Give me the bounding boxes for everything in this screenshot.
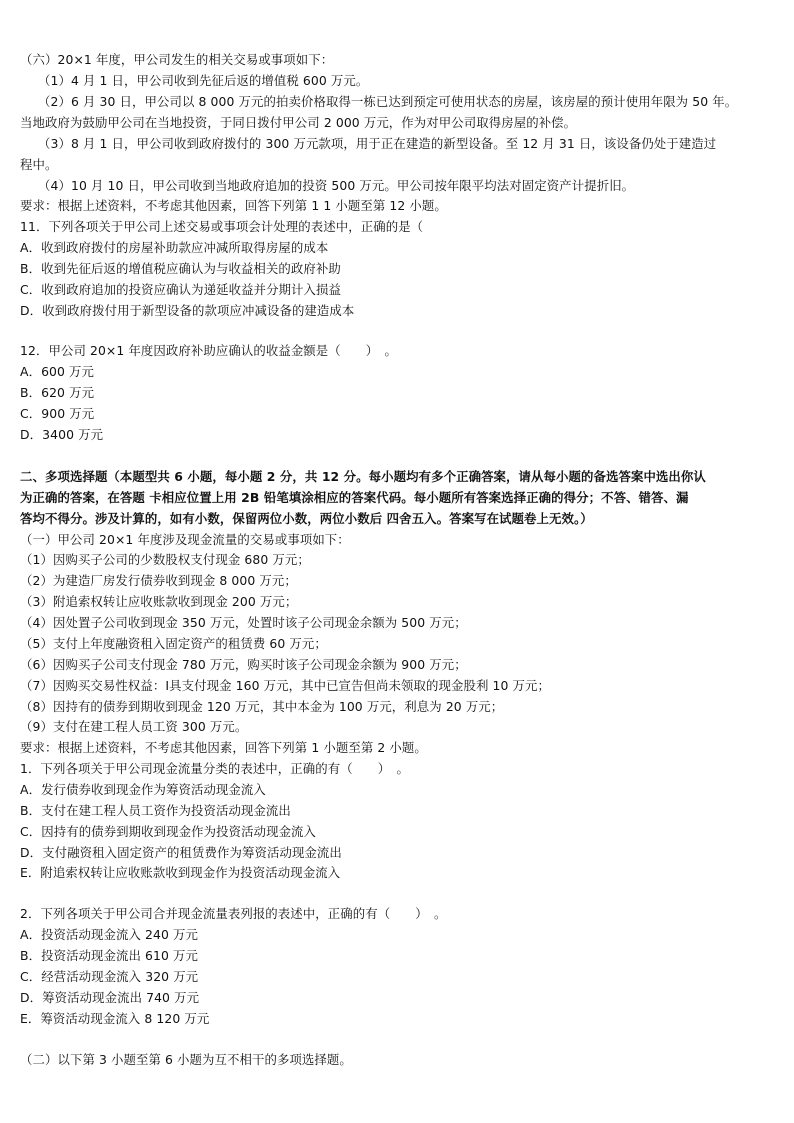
answer-option: E．附追索权转让应收账款收到现金作为投资活动现金流入 <box>20 865 341 880</box>
answer-option: A．发行债券收到现金作为筹资活动现金流入 <box>20 782 266 797</box>
case-item: （3）附追索权转让应收账款收到现金 200 万元； <box>20 594 298 609</box>
case-item: （7）因购买交易性权益：I具支付现金 160 万元，其中已宣告但尚未领取的现金股利 10 万元； <box>20 678 550 693</box>
case-item: （1）4 月 1 日，甲公司收到先征后返的增值税 600 万元。 <box>38 73 369 88</box>
answer-option: D．3400 万元 <box>20 427 104 442</box>
part-heading: 为正确的答案，在答题 卡相应位置上用 2B 铅笔填涂相应的答案代码。每小题所有答案选择正确的得分；不答、错答、漏 <box>20 490 689 505</box>
answer-option: A．收到政府拨付的房屋补助款应冲减所取得房屋的成本 <box>20 240 329 255</box>
case-item: （4）因处置子公司收到现金 350 万元，处置时该子公司现金余额为 500 万元； <box>20 615 467 630</box>
answer-option: A．投资活动现金流入 240 万元 <box>20 927 198 942</box>
case-item: 当地政府为鼓励甲公司在当地投资，于同日拨付甲公司 2 000 万元，作为对甲公司取得房屋的补偿。 <box>20 115 577 130</box>
case-item: （9）支付在建工程人员工资 300 万元。 <box>20 719 248 734</box>
answer-option: E．筹资活动现金流入 8 120 万元 <box>20 1011 210 1026</box>
question-stem: 2．下列各项关于甲公司合并现金流量表列报的表述中，正确的有（ ） 。 <box>20 906 447 921</box>
answer-option: D．支付融资租入固定资产的租赁费作为筹资活动现金流出 <box>20 845 342 860</box>
question-stem: 12．甲公司 20×1 年度因政府补助应确认的收益金额是（ ） 。 <box>20 343 398 358</box>
section-heading: （一）甲公司 20×1 年度涉及现金流量的交易或事项如下： <box>20 532 350 547</box>
answer-option: B．投资活动现金流出 610 万元 <box>20 948 199 963</box>
part-heading: 二、多项选择题（本题型共 6 小题，每小题 2 分，共 12 分。每小题均有多个正确答案，请从每小题的备选答案中选出你认 <box>20 469 706 484</box>
case-item: （8）因持有的债券到期收到现金 120 万元，其中本金为 100 万元，利息为 20 万元； <box>20 699 504 714</box>
case-item: （1）因购买子公司的少数股权支付现金 680 万元； <box>20 552 310 567</box>
case-item: （4）10 月 10 日，甲公司收到当地政府追加的投资 500 万元。甲公司按年限平均法对固定资产计提折旧。 <box>38 178 635 193</box>
section-note: （二）以下第 3 小题至第 6 小题为互不相干的多项选择题。 <box>20 1052 352 1067</box>
case-item: （3）8 月 1 日，甲公司收到政府拨付的 300 万元款项，用于正在建造的新型设备。至 12 月 31 日，该设备仍处于建造过 <box>38 136 717 151</box>
answer-option: C．因持有的债券到期收到现金作为投资活动现金流入 <box>20 824 317 839</box>
question-stem: 11．下列各项关于甲公司上述交易或事项会计处理的表述中，正确的是（ <box>20 219 424 234</box>
answer-option: B．支付在建工程人员工资作为投资活动现金流出 <box>20 803 291 818</box>
answer-option: C．经营活动现金流入 320 万元 <box>20 969 199 984</box>
case-item: 程中。 <box>20 157 58 172</box>
case-item: （6）因购买子公司支付现金 780 万元，购买时该子公司现金余额为 900 万元； <box>20 657 467 672</box>
answer-option: C．收到政府追加的投资应确认为递延收益并分期计入损益 <box>20 282 342 297</box>
answer-option: D．收到政府拨付用于新型设备的款项应冲减设备的建造成本 <box>20 303 355 318</box>
case-item: （5）支付上年度融资租入固定资产的租赁费 60 万元； <box>20 636 327 651</box>
part-heading: 答均不得分。涉及计算的，如有小数，保留两位小数，两位小数后 四舍五入。答案写在试题卷上无效。） <box>20 511 593 526</box>
answer-option: C．900 万元 <box>20 406 95 421</box>
case-item: （2）为建造厂房发行债券收到现金 8 000 万元； <box>20 573 297 588</box>
requirement-text: 要求：根据上述资料，不考虑其他因素，回答下列第 1 1 小题至第 12 小题。 <box>20 198 447 213</box>
answer-option: B．收到先征后返的增值税应确认为与收益相关的政府补助 <box>20 261 341 276</box>
section-heading: （六）20×1 年度，甲公司发生的相关交易或事项如下： <box>20 52 334 67</box>
answer-option: D．筹资活动现金流出 740 万元 <box>20 990 200 1005</box>
question-stem: 1．下列各项关于甲公司现金流量分类的表述中，正确的有（ ） 。 <box>20 761 409 776</box>
answer-option: A．600 万元 <box>20 364 95 379</box>
answer-option: B．620 万元 <box>20 385 95 400</box>
requirement-text: 要求：根据上述资料，不考虑其他因素，回答下列第 1 小题至第 2 小题。 <box>20 740 427 755</box>
case-item: （2）6 月 30 日，甲公司以 8 000 万元的拍卖价格取得一栋已达到预定可使用状态的房屋，该房屋的预计使用年限为 50 年。 <box>38 94 738 109</box>
